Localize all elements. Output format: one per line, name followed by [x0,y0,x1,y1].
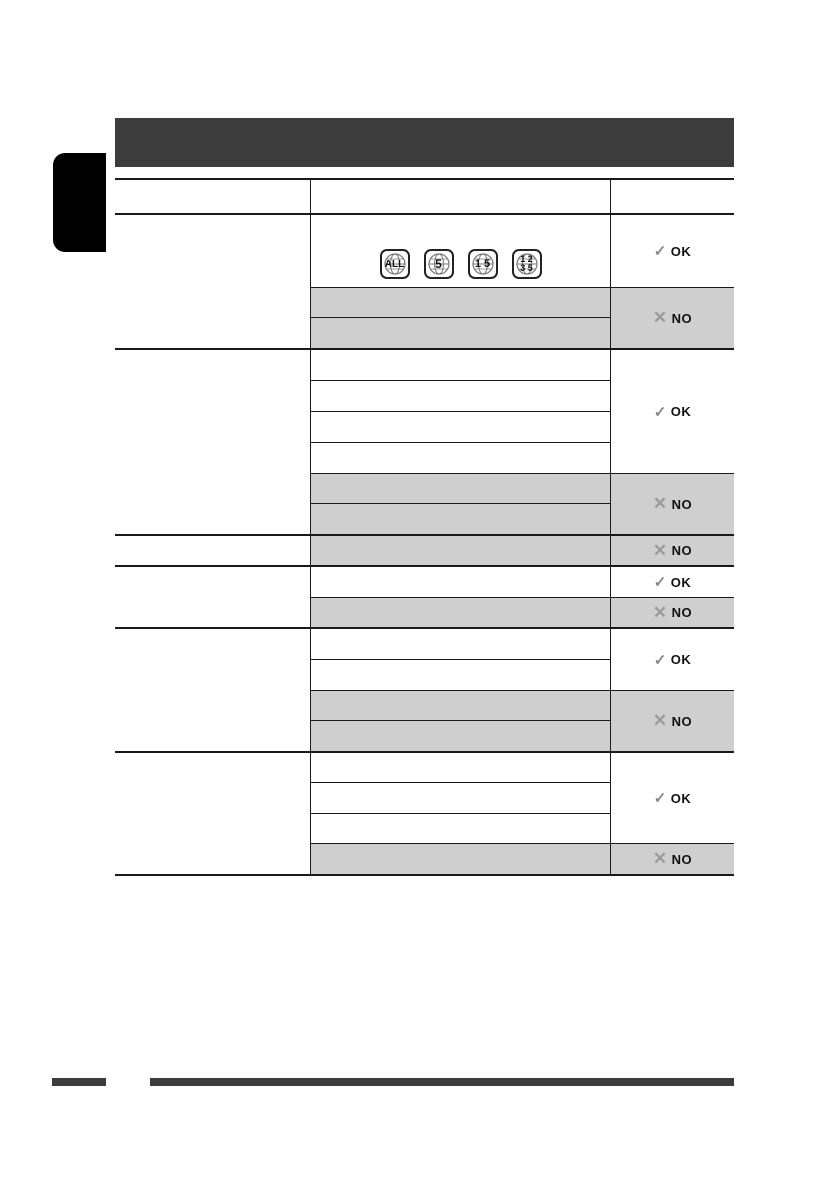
header-cell-playable [611,180,734,213]
cross-icon: ✕ [652,308,668,327]
region-1-5-label: 1 5 [474,258,491,270]
ok-verdict: ✓ OK [653,790,692,807]
table-group [115,567,734,629]
group-label-cell [115,350,311,534]
title-bar [115,118,734,167]
check-icon: ✓ [653,574,667,591]
region-all-label: ALL [384,258,405,270]
ok-verdict: ✓ OK [653,243,692,260]
format-cell [311,691,610,721]
table-group [115,215,734,350]
group-label-cell [115,215,311,348]
playable-discs-table [115,178,734,876]
format-cell [311,844,610,874]
cross-icon: ✕ [652,711,668,730]
ok-block [311,629,734,691]
region-multi-label: 1 2 3 5 [520,254,533,273]
check-icon: ✓ [653,651,667,669]
no-verdict: ✕ NO [611,288,734,348]
check-icon: ✓ [653,243,667,260]
region-code-icons [311,215,610,287]
check-icon: ✓ [653,790,667,807]
region-multi-icon [512,249,542,279]
format-cell [311,318,610,348]
no-block [311,474,734,534]
group-label-cell [115,629,311,751]
format-cell [311,474,610,504]
format-cell [311,783,610,814]
no-verdict: ✕ NO [611,844,734,874]
format-cell [311,598,610,627]
table-group [115,753,734,876]
format-cell [311,443,610,473]
region-5-label: 5 [435,257,442,271]
format-cell [311,504,610,534]
cross-icon: ✕ [652,602,668,622]
footer-bar-left [52,1078,106,1086]
group-label-cell [115,536,311,565]
format-cell [311,721,610,751]
no-block [311,598,734,627]
ok-verdict: ✓ OK [653,574,692,591]
format-cell [311,567,610,597]
table-group [115,536,734,567]
table-group [115,629,734,753]
region-1-5-icon [468,249,498,279]
table-header [115,180,734,215]
header-cell-format [311,180,611,213]
ok-block [311,215,734,288]
format-cell [311,350,610,381]
no-verdict: ✕ NO [611,536,734,565]
format-cell [311,753,610,783]
ok-block [311,753,734,844]
check-icon: ✓ [653,403,667,421]
no-verdict: ✕ NO [611,474,734,534]
no-block [311,288,734,348]
region-5-icon [424,249,454,279]
format-cell [311,288,610,318]
no-verdict: ✕ NO [611,598,734,627]
no-block [311,691,734,751]
no-block [311,844,734,874]
region-all-icon [380,249,410,279]
format-cell [311,629,610,660]
table-group [115,350,734,536]
format-cell [311,215,610,287]
ok-block [311,567,734,598]
no-verdict: ✕ NO [611,691,734,751]
header-cell-type [115,180,311,213]
ok-block [311,350,734,474]
group-label-cell [115,567,311,627]
format-cell [311,536,610,565]
ok-verdict: ✓ OK [653,651,692,669]
no-block [311,536,734,565]
format-cell [311,814,610,843]
cross-icon: ✕ [652,849,668,868]
ok-verdict: ✓ OK [653,403,692,421]
cross-icon: ✕ [652,494,668,513]
language-tab [53,153,106,252]
group-label-cell [115,753,311,874]
format-cell [311,660,610,690]
format-cell [311,381,610,412]
footer-bar-right [150,1078,734,1086]
cross-icon: ✕ [652,540,668,560]
format-cell [311,412,610,443]
